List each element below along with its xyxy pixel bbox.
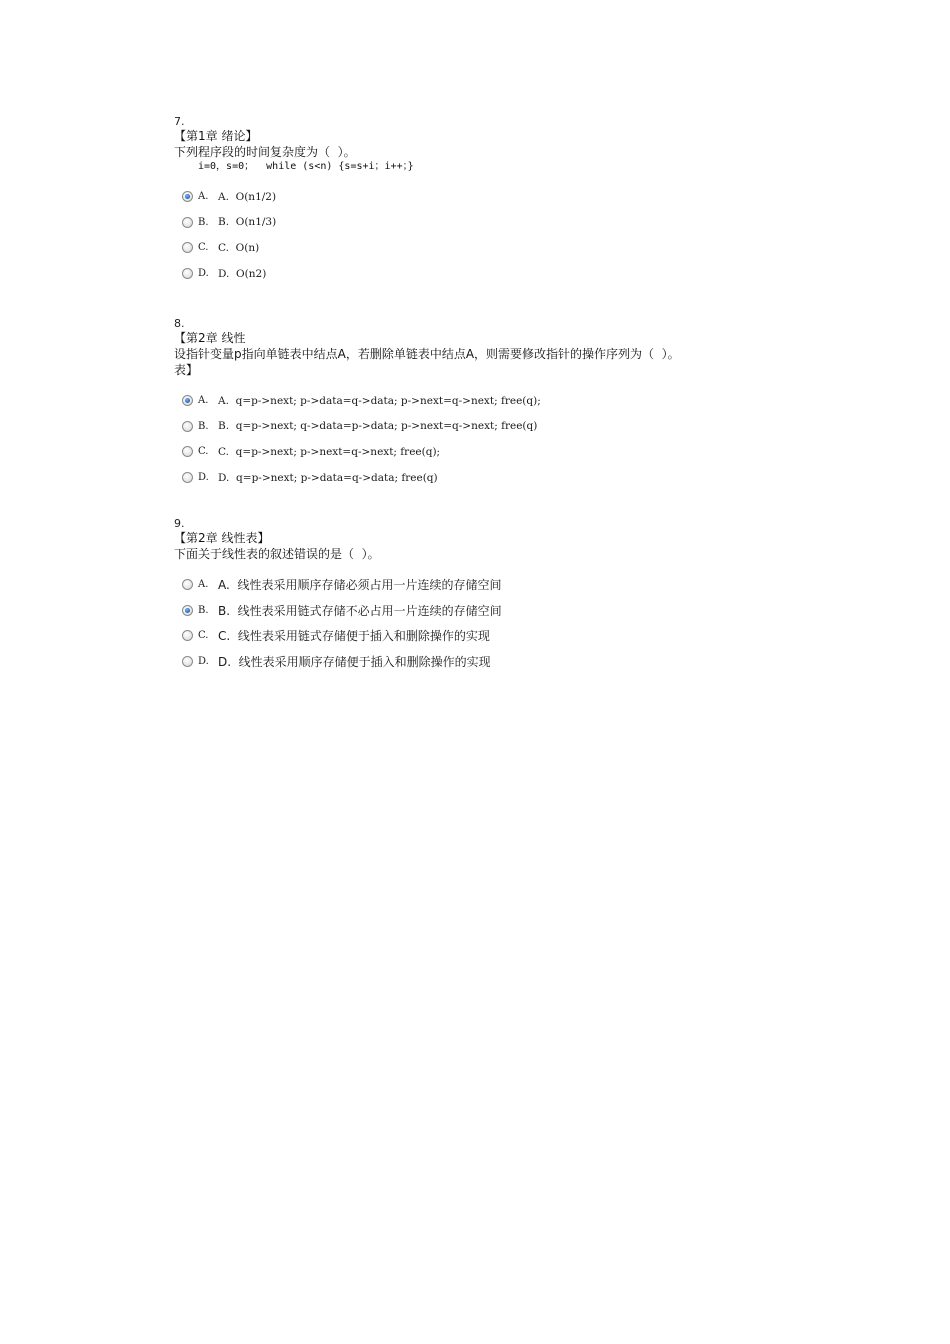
option-text: A. q=p->next; p->data=q->data; p->next=q->next; free(q); (218, 394, 541, 407)
question-number: 9. (174, 517, 185, 530)
option-text: C. O(n) (218, 241, 260, 254)
radio-unselected-icon[interactable] (182, 242, 193, 253)
radio-unselected-icon[interactable] (182, 579, 193, 590)
option-list (182, 184, 774, 286)
option-letter: C. (198, 446, 209, 458)
option-c[interactable] (182, 235, 774, 261)
option-a[interactable] (182, 572, 774, 598)
radio-unselected-icon[interactable] (182, 472, 193, 483)
question-number: 7. (174, 115, 185, 128)
option-b[interactable] (182, 598, 774, 624)
option-letter: A. (198, 191, 209, 203)
radio-unselected-icon[interactable] (182, 421, 193, 432)
option-c[interactable] (182, 623, 774, 649)
option-letter: B. (198, 216, 209, 228)
question-chapter: 【第2章 线性表】 (174, 531, 270, 545)
option-letter: D. (198, 472, 209, 484)
question-9 (174, 518, 774, 674)
option-a[interactable] (182, 388, 774, 414)
option-text: B. 线性表采用链式存储不必占用一片连续的存储空间 (218, 603, 502, 618)
option-letter: C. (198, 242, 209, 254)
option-text: C. 线性表采用链式存储便于插入和删除操作的实现 (218, 629, 490, 644)
question-number: 8. (174, 317, 185, 330)
radio-selected-icon[interactable] (182, 605, 193, 616)
option-text: B. O(n1/3) (218, 216, 277, 229)
radio-unselected-icon[interactable] (182, 656, 193, 667)
option-text: D. O(n2) (218, 267, 267, 280)
option-letter: B. (198, 604, 209, 616)
option-letter: C. (198, 630, 209, 642)
question-code: i=0，s=0； while (s<n) {s=s+i；i++；} (198, 161, 414, 172)
question-7 (174, 116, 774, 286)
radio-unselected-icon[interactable] (182, 217, 193, 228)
option-d[interactable] (182, 261, 774, 287)
option-letter: A. (198, 579, 209, 591)
radio-unselected-icon[interactable] (182, 268, 193, 279)
option-letter: D. (198, 656, 209, 668)
question-stem: 下列程序段的时间复杂度为（ ）。 (174, 145, 356, 159)
question-chapter: 【第2章 线性 (174, 331, 246, 345)
option-letter: B. (198, 420, 209, 432)
question-stem: 下面关于线性表的叙述错误的是（ ）。 (174, 547, 380, 561)
option-letter: D. (198, 268, 209, 280)
option-a[interactable] (182, 184, 774, 210)
option-b[interactable] (182, 414, 774, 440)
option-text: B. q=p->next; q->data=p->data; p->next=q->next; free(q) (218, 420, 538, 433)
radio-selected-icon[interactable] (182, 191, 193, 202)
radio-unselected-icon[interactable] (182, 630, 193, 641)
option-text: D. q=p->next; p->data=q->data; free(q) (218, 471, 438, 484)
option-d[interactable] (182, 649, 774, 675)
option-c[interactable] (182, 439, 774, 465)
option-text: A. O(n1/2) (218, 190, 277, 203)
question-stem: 设指针变量p指向单链表中结点A，若删除单链表中结点A，则需要修改指针的操作序列为（ ）。 (174, 347, 680, 361)
option-b[interactable] (182, 210, 774, 236)
radio-selected-icon[interactable] (182, 395, 193, 406)
option-list (182, 388, 774, 490)
option-d[interactable] (182, 465, 774, 491)
question-chapter: 【第1章 绪论】 (174, 129, 258, 143)
question-8 (174, 318, 774, 490)
question-stem-continued: 表】 (174, 363, 199, 377)
option-letter: A. (198, 395, 209, 407)
option-text: A. 线性表采用顺序存储必须占用一片连续的存储空间 (218, 578, 502, 593)
option-text: C. q=p->next; p->next=q->next; free(q); (218, 445, 441, 458)
option-text: D. 线性表采用顺序存储便于插入和删除操作的实现 (218, 655, 491, 670)
option-list (182, 572, 774, 674)
radio-unselected-icon[interactable] (182, 446, 193, 457)
